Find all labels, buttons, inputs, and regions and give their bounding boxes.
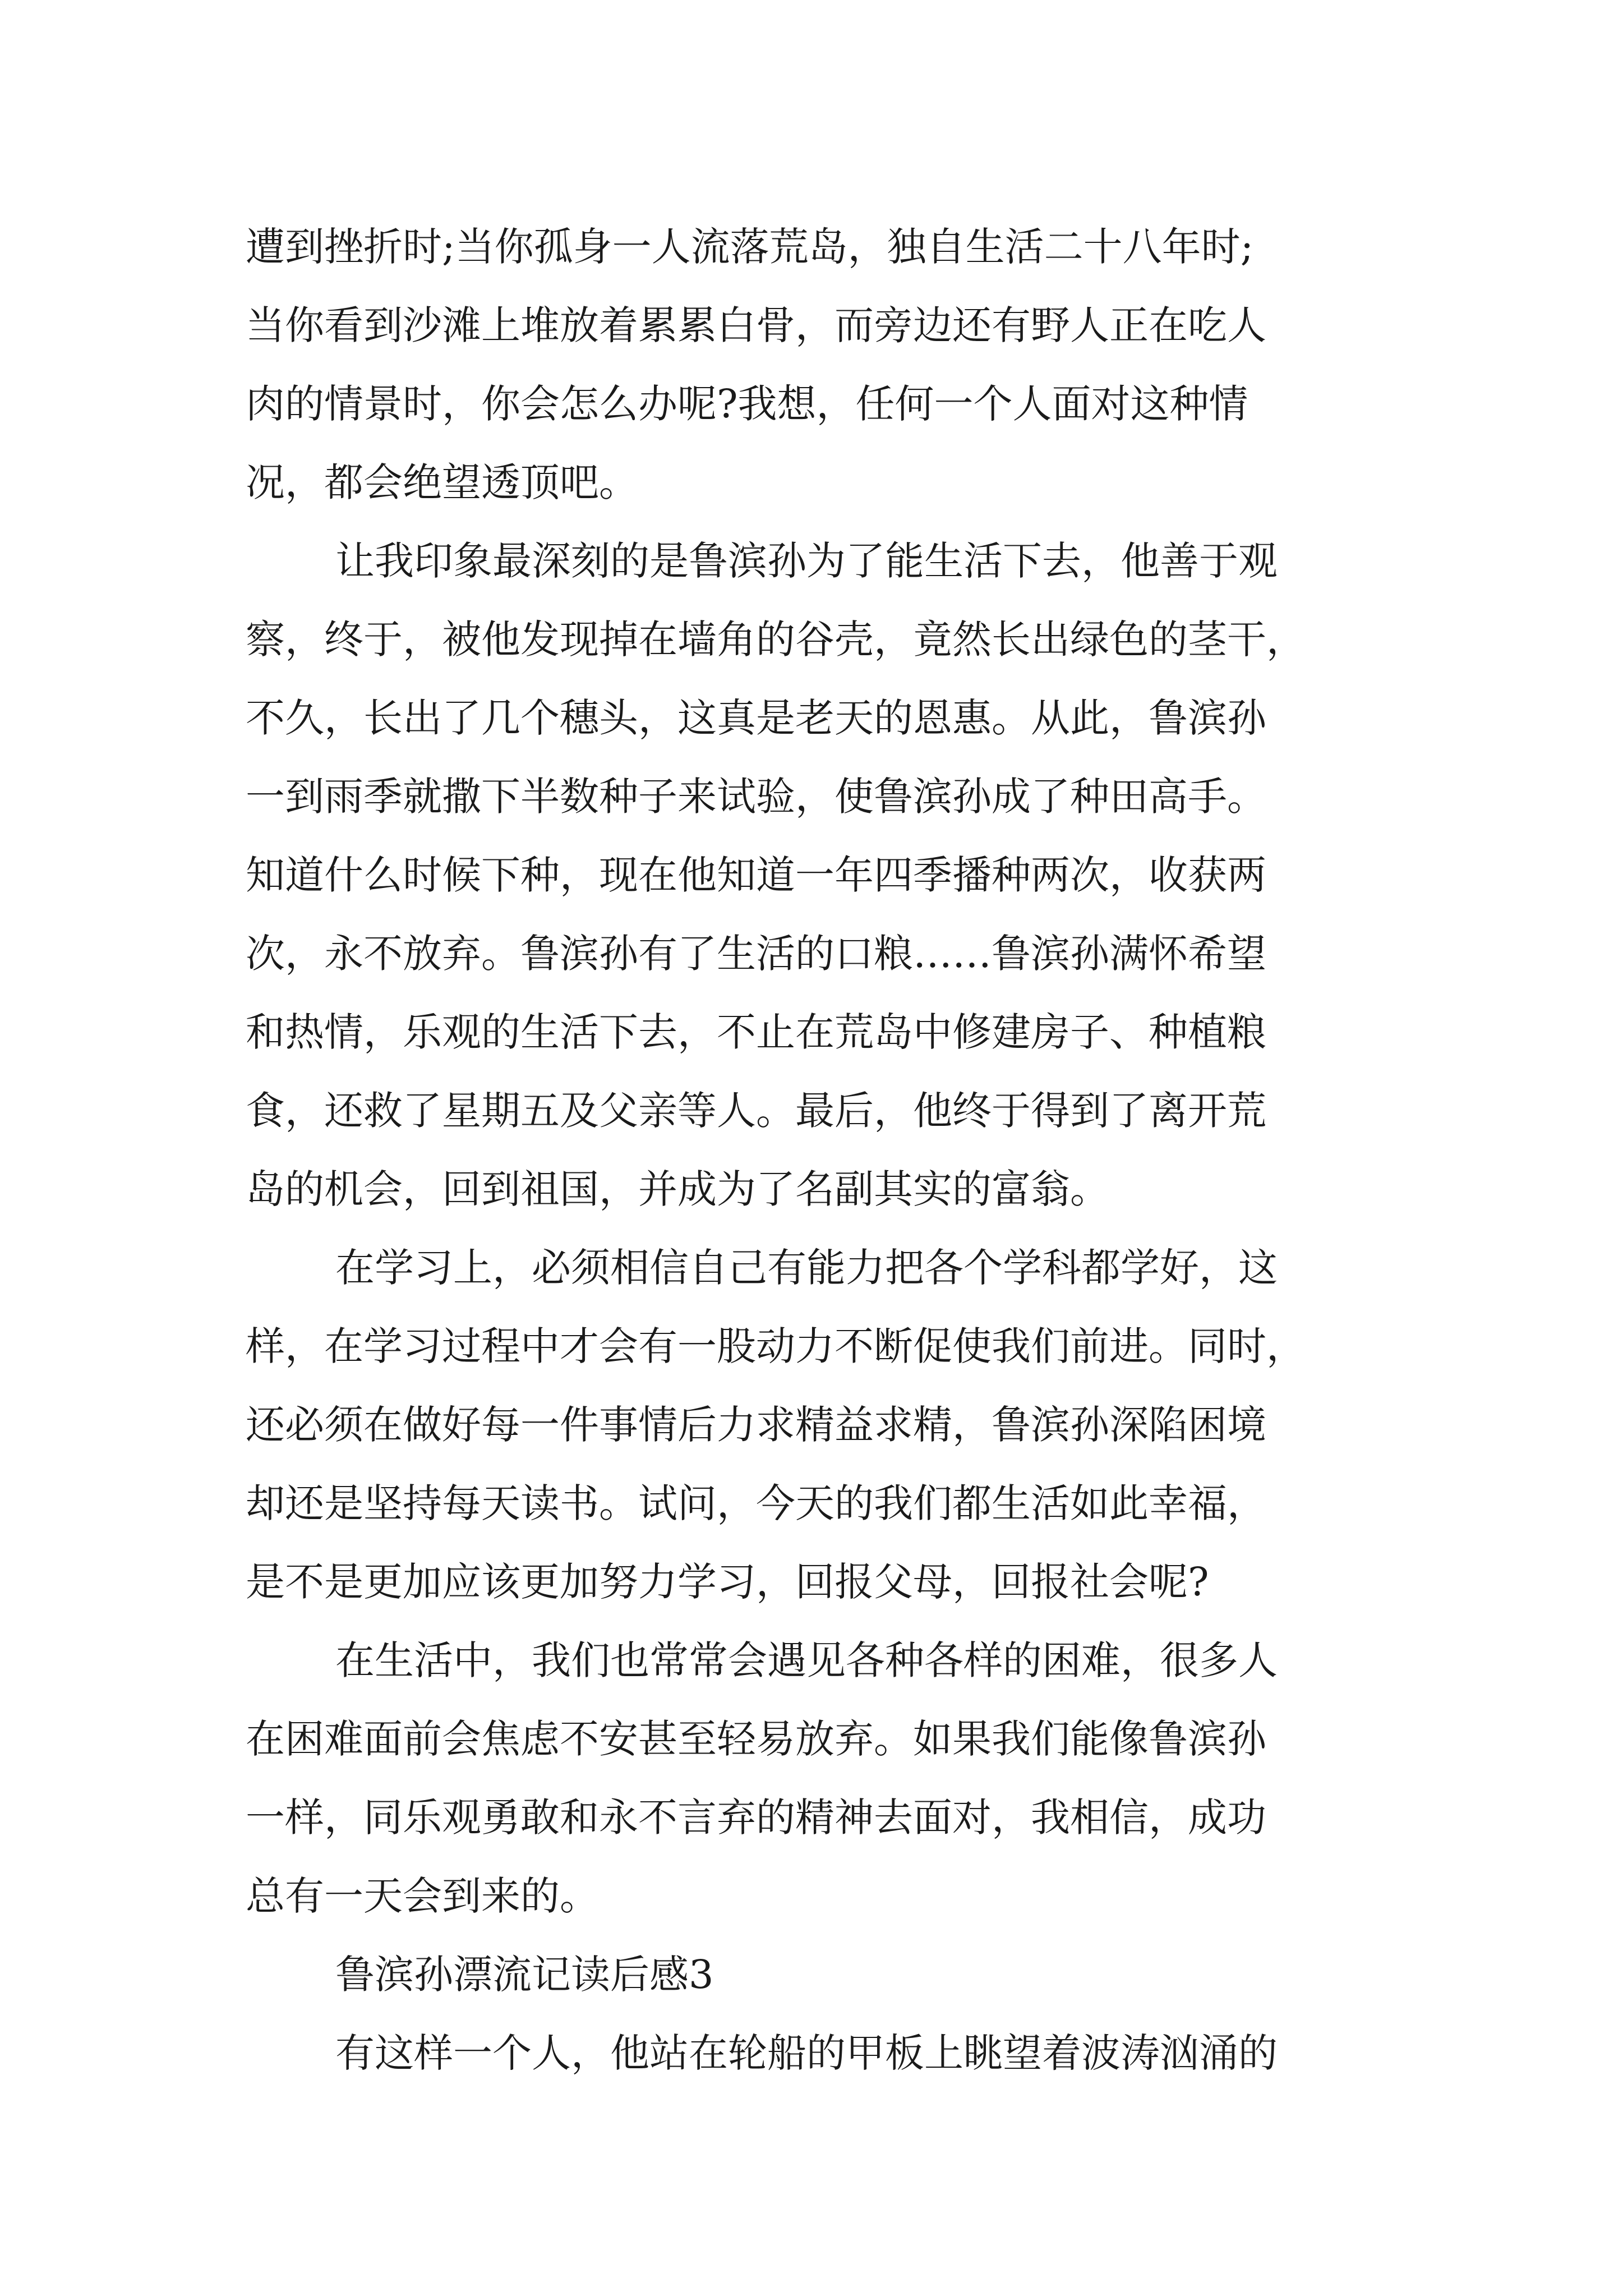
section-heading: 鲁滨孙漂流记读后感3 — [335, 1952, 714, 1998]
text-line-12: 食，还救了星期五及父亲等人。最后，他终于得到了离开荒 — [246, 1088, 1266, 1134]
text-line-10: 次，永不放弃。鲁滨孙有了生活的口粮……鲁滨孙满怀希望 — [246, 931, 1266, 977]
text-line-16: 还必须在做好每一件事情后力求精益求精，鲁滨孙深陷困境 — [246, 1402, 1266, 1448]
text-line-5: 让我印象最深刻的是鲁滨孙为了能生活下去，他善于观 — [335, 538, 1278, 584]
text-line-2: 当你看到沙滩上堆放着累累白骨，而旁边还有野人正在吃人 — [246, 302, 1266, 348]
text-line-19: 在生活中，我们也常常会遇见各种各样的困难，很多人 — [335, 1637, 1278, 1683]
text-line-11: 和热情，乐观的生活下去，不止在荒岛中修建房子、种植粮 — [246, 1009, 1266, 1055]
text-line-7: 不久，长出了几个穗头，这真是老天的恩惠。从此，鲁滨孙 — [246, 695, 1266, 741]
text-line-4: 况，都会绝望透顶吧。 — [246, 459, 638, 505]
text-line-14: 在学习上，必须相信自己有能力把各个学科都学好，这 — [335, 1245, 1278, 1291]
text-line-24: 有这样一个人，他站在轮船的甲板上眺望着波涛汹涌的 — [335, 2030, 1278, 2076]
text-line-18: 是不是更加应该更加努力学习，回报父母，回报社会呢? — [246, 1559, 1209, 1605]
text-line-21: 一样，同乐观勇敢和永不言弃的精神去面对，我相信，成功 — [246, 1795, 1266, 1841]
text-line-17: 却还是坚持每天读书。试问，今天的我们都生活如此幸福， — [246, 1480, 1266, 1526]
text-line-9: 知道什么时候下种，现在他知道一年四季播种两次，收获两 — [246, 852, 1266, 898]
text-line-8: 一到雨季就撒下半数种子来试验，使鲁滨孙成了种田高手。 — [246, 774, 1266, 820]
text-line-15: 样，在学习过程中才会有一股动力不断促使我们前进。同时， — [246, 1323, 1306, 1369]
text-line-3: 肉的情景时，你会怎么办呢?我想，任何一个人面对这种情 — [246, 381, 1248, 427]
text-line-6: 察，终于，被他发现掉在墙角的谷壳，竟然长出绿色的茎干， — [246, 616, 1306, 662]
text-line-22: 总有一天会到来的。 — [246, 1873, 599, 1919]
text-line-1: 遭到挫折时;当你孤身一人流落荒岛，独自生活二十八年时; — [246, 224, 1254, 270]
text-line-20: 在困难面前会焦虑不安甚至轻易放弃。如果我们能像鲁滨孙 — [246, 1716, 1266, 1762]
text-line-13: 岛的机会，回到祖国，并成为了名副其实的富翁。 — [246, 1166, 1109, 1212]
